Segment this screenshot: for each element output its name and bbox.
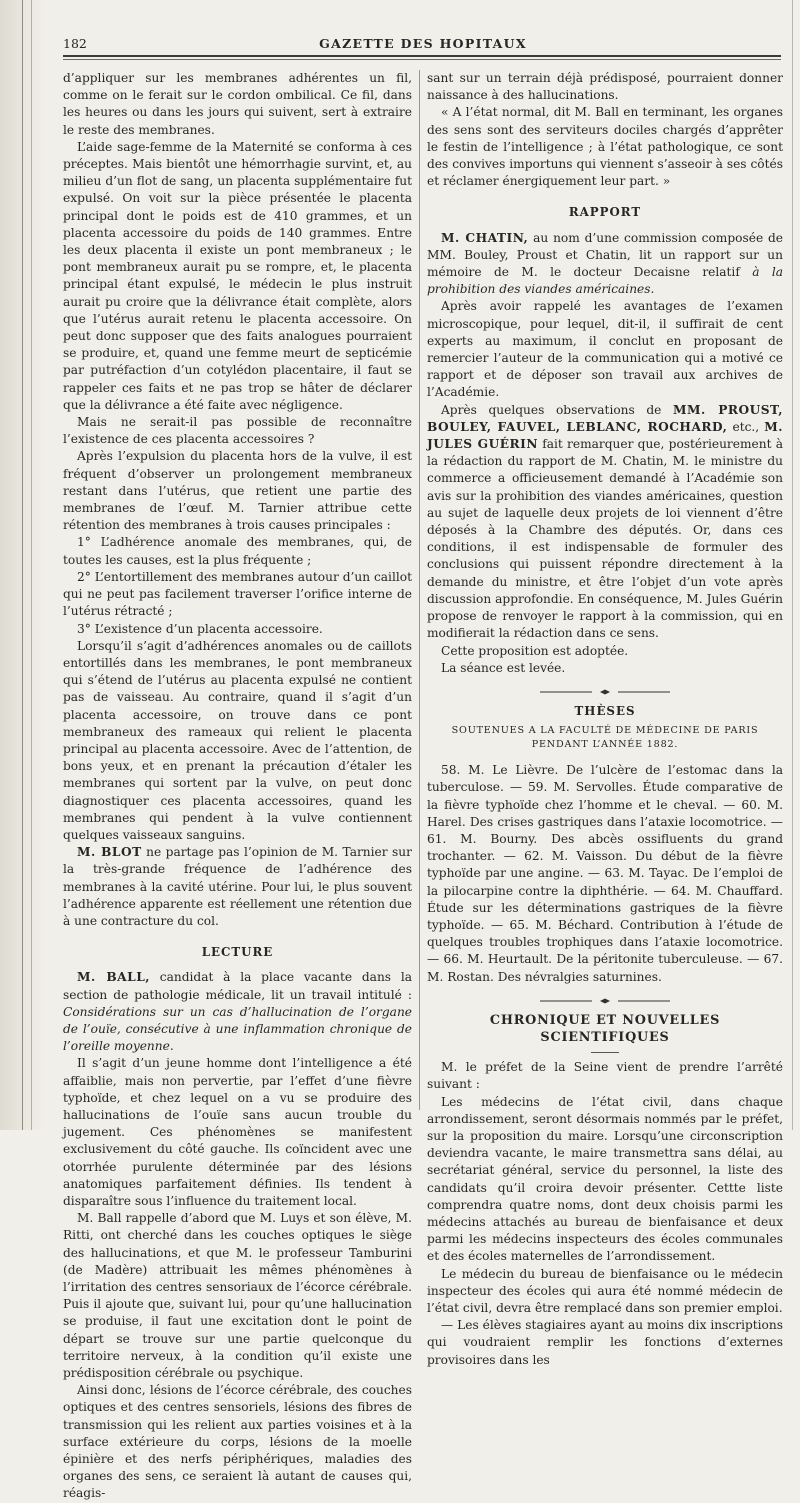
paragraph: La séance est levée. bbox=[441, 660, 566, 675]
ornament-divider bbox=[540, 689, 670, 695]
journal-title: GAZETTE DES HOPITAUX bbox=[319, 36, 527, 51]
paragraph: Il s’agit d’un jeune homme dont l’intelligence a été affaiblie, mais non pervertie, par l’effet d’une fièvre typhoïde, et chez lequel on a vu se produire des hallucinations de l’ouïe sans aucun trouble du jugement. Ces phénomènes se manifestent exclusivement du côté gauche. Ils coïncident avec une otorrhée purulente déterminée par des lésions anatomiques parfaitement définies. Ils tendent à disparaître sous l’influence du traitement local. bbox=[63, 1056, 412, 1208]
header-rule-thin bbox=[63, 59, 781, 60]
paragraph-text: etc., bbox=[727, 419, 765, 434]
work-title: à la prohibition des viandes américaines. bbox=[427, 265, 783, 297]
header-rule-thick bbox=[63, 55, 781, 57]
section-heading-chronique: CHRONIQUE ET NOUVELLES SCIENTIFIQUES bbox=[489, 1012, 721, 1045]
paragraph: Après l’expulsion du placenta hors de la vulve, il est fréquent d’observer un prolongement membraneux restant dans l’utérus, que retient une partie des membranes de l’œuf. M. Tarnier attribue cette rétention des membranes à trois causes principales : bbox=[63, 449, 412, 533]
paragraph-text: Après quelques observations de bbox=[441, 402, 673, 417]
binding-line bbox=[22, 0, 23, 1130]
paragraph: Lorsqu’il s’agit d’adhérences anomales ou de caillots entortillés dans les membranes, le pont membraneux qui s’étend de l’utérus au placenta expulsé ne contient pas de vaisseau. Au contraire, quand il s’agit d’un placenta accessoire, on trouve dans ce pont membraneux des rameaux qui relient le placenta principal au placenta accessoire. Avec de l’attention, de bons yeux, et en prenant la précaution d’étaler les membranes qui sortent par la vulve, on peut donc diagnostiquer ces placenta accessoires, quand les membranes qui pendent à la vulve contiennent quelques vaisseaux sanguins. bbox=[63, 638, 412, 842]
paragraph bbox=[63, 969, 412, 1055]
section-heading-lecture: LECTURE bbox=[201, 945, 274, 960]
left-column bbox=[63, 70, 412, 1501]
paragraph-text: ne partage pas l’opinion de M. Tarnier sur la très-grande fréquence de l’adhérence des membranes à la cavité utérine. Pour lui, le plus souvent l’adhérence apparente est réellement une rétention due à une contracture du col. bbox=[63, 845, 412, 928]
paragraph: — Les élèves stagiaires ayant au moins dix inscriptions qui voudraient remplir les fonctions d’externes provisoires dans les bbox=[427, 1318, 783, 1367]
page-number: 182 bbox=[63, 36, 87, 51]
paragraph: Les médecins de l’état civil, dans chaque arrondissement, seront désormais nommés par le préfet, sur la proposition du maire. Lorsqu’une circonscription deviendra vacante, le maire transmettra sans délai, au secrétariat général, service du personnel, la liste des candidats qu’il croira devoir présenter. Cettte liste comprendra quatre noms, dont deux choisis parmi les médecins attachés au bureau de bienfaisance et deux parmi les médecins inspecteurs des écoles communales et des écoles maternelles de l’arrondissement. bbox=[427, 1094, 783, 1264]
speaker-name: M. BALL, bbox=[77, 970, 151, 985]
section-heading-rapport: RAPPORT bbox=[568, 205, 642, 220]
page-edge-shadow bbox=[0, 0, 46, 1130]
page-right-edge bbox=[792, 0, 793, 1130]
work-title: Considérations sur un cas d’hallucination de l’organe de l’ouïe, consécutive à une inflammation chronique de l’oreille moyenne. bbox=[63, 1004, 412, 1054]
theses-subtitle bbox=[427, 724, 783, 752]
paragraph: Après avoir rappelé les avantages de l’examen microscopique, pour lequel, dit-il, il suffirait de cent experts au maximum, il conclut en proposant de remercier l’auteur de la communication qui a motivé ce rapport et de déposer son travail aux archives de l’Académie. bbox=[427, 299, 783, 400]
paragraph-text: candidat à la place vacante dans la section de pathologie médicale, lit un travail intitulé : bbox=[63, 970, 412, 1002]
list-item: 3° L’existence d’un placenta accessoire. bbox=[77, 621, 323, 636]
paragraph bbox=[63, 844, 412, 930]
column-divider bbox=[419, 70, 420, 1110]
list-item: 2° L’entortillement des membranes autour d’un caillot qui ne peut pas facilement traverser l’orifice interne de l’utérus rétracté ; bbox=[63, 569, 412, 619]
theses-list: 58. M. Le Lièvre. De l’ulcère de l’estomac dans la tuberculose. — 59. M. Servolles. Étude comparative de la fièvre typhoïde chez l’homme et le cheval. — 60. M. Harel. Des crises gastriques dans l’ataxie locomotrice. — 61. M. Bourny. Des abcès ossifluents du grand trochanter. — 62. M. Vaisson. Du début de la fièvre typhoïde par une angine. — 63. M. Tayac. De l’emploi de la pilocarpine contre la diphthérie. — 64. M. Chauffard. Étude sur les déterminations gastriques de la fièvre typhoïde. — 65. M. Béchard. Contribution à l’étude de quelques troubles trophiques dans l’ataxie locomotrice. — 66. M. Heurtault. De la péritonite tuberculeuse. — 67. M. Rostan. Des névralgies saturnines. bbox=[427, 763, 783, 984]
theses-subtitle-line: PENDANT L’ANNÉE 1882. bbox=[531, 739, 679, 751]
speaker-names: MM. PROUST, BOULEY, FAUVEL, LEBLANC, ROCHARD, bbox=[427, 402, 784, 434]
paragraph: sant sur un terrain déjà prédisposé, pourraient donner naissance à des hallucinations. bbox=[427, 71, 783, 103]
speaker-name: M. CHATIN, bbox=[441, 230, 529, 245]
right-column bbox=[427, 70, 784, 1367]
section-heading-theses: THÈSES bbox=[574, 703, 636, 718]
paragraph: « A l’état normal, dit M. Ball en terminant, les organes des sens sont des serviteurs dociles chargés d’apprêter le festin de l’intelligence ; à l’état pathologique, ce sont des convives importuns qui viennent s’asseoir à ses côtés et réclamer énergiquement leur part. » bbox=[427, 105, 783, 189]
paragraph bbox=[427, 230, 783, 299]
paragraph: Le médecin du bureau de bienfaisance ou le médecin inspecteur des écoles qui aura été nommé médecin de l’état civil, devra être remplacé dans son premier emploi. bbox=[427, 1266, 783, 1315]
paragraph-text: fait remarquer que, postérieurement à la rédaction du rapport de M. Chatin, M. le ministre du commerce a officieusement demandé à l’Académie son avis sur la prohibition des viandes américaines, question au sujet de laquelle deux projets de loi viennent d’être déposés à la Chambre des députés. Or, dans ces conditions, il est indispensable de formuler des conclusions qui puissent répondre directement à la demande du ministre, et être l’objet d’un vote après discussion approfondie. En conséquence, M. Jules Guérin propose de renvoyer le rapport à la commission, qui en modifierait la rédaction dans ce sens. bbox=[427, 437, 783, 641]
paragraph: M. Ball rappelle d’abord que M. Luys et son élève, M. Ritti, ont cherché dans les couches optiques le siège des hallucinations, et que M. le professeur Tamburini (de Madère) attribuait les mêmes phénomènes à l’irritation des centres sensoriaux de l’écorce cérébrale. Puis il ajoute que, suivant lui, pour qu’une hallucination se produise, il faut une excitation dont le point de départ se trouve sur une partie quelconque du territoire nerveux, à la condition qu’il existe une prédisposition cérébrale ou psychique. bbox=[63, 1211, 412, 1381]
speaker-name: M. JULES GUÉRIN bbox=[427, 419, 783, 452]
list-item: 1° L’adhérence anomale des membranes, qui, de toutes les causes, est la plus fréquente ; bbox=[63, 535, 412, 567]
paragraph: d’appliquer sur les membranes adhérentes un fil, comme on le ferait sur le cordon ombilical. Ce fil, dans les heures ou dans les jours qui suivent, sert à extraire le reste des membranes. bbox=[63, 71, 412, 137]
speaker-name: M. BLOT bbox=[77, 845, 142, 860]
short-rule bbox=[591, 1052, 619, 1053]
paragraph: Cette proposition est adoptée. bbox=[441, 643, 629, 658]
paragraph: L’aide sage-femme de la Maternité se conforma à ces préceptes. Mais bientôt une hémorrhagie survint, et, au milieu d’un flot de sang, un placenta supplémentaire fut expulsé. On voit sur la pièce présentée le placenta principal dont le poids est de 410 grammes, et un placenta accessoire du poids de 140 grammes. Entre les deux placenta il existe un pont membraneux ; le pont membraneux aurait pu se rompre, et, le placenta principal étant expulsé, le médecin le plus instruit aurait pu croire que la délivrance était complète, alors que l’utérus aurait retenu le placenta accessoire. On peut donc supposer que des faits analogues pourraient se produire, et, quand une femme meurt de septicémie par putréfaction d’un cotylédon placentaire, il faut se rappeler ces faits et ne pas trop se hâter de déclarer que la délivrance a été faite avec négligence. bbox=[63, 139, 412, 412]
paragraph bbox=[427, 402, 783, 643]
ornament-divider bbox=[540, 998, 670, 1004]
paragraph-text: au nom d’une commission composée de MM. Bouley, Proust et Chatin, lit un rapport sur un mémoire de M. le docteur Decaisne relatif bbox=[427, 230, 784, 280]
binding-line bbox=[31, 0, 32, 1130]
paragraph: Mais ne serait-il pas possible de reconnaître l’existence de ces placenta accessoires ? bbox=[63, 415, 412, 447]
theses-subtitle-line: SOUTENUES A LA FACULTÉ DE MÉDECINE DE PARIS bbox=[451, 725, 759, 737]
paragraph: M. le préfet de la Seine vient de prendre l’arrêté suivant : bbox=[427, 1060, 783, 1092]
paragraph: Ainsi donc, lésions de l’écorce cérébrale, des couches optiques et des centres sensoriels, lésions des fibres de transmission qui les relient aux parties voisines et à la surface extérieure du corps, lésions de la moelle épinière et des nerfs périphériques, maladies des organes des sens, ce seraient là autant de causes qui, réagis- bbox=[63, 1383, 412, 1501]
